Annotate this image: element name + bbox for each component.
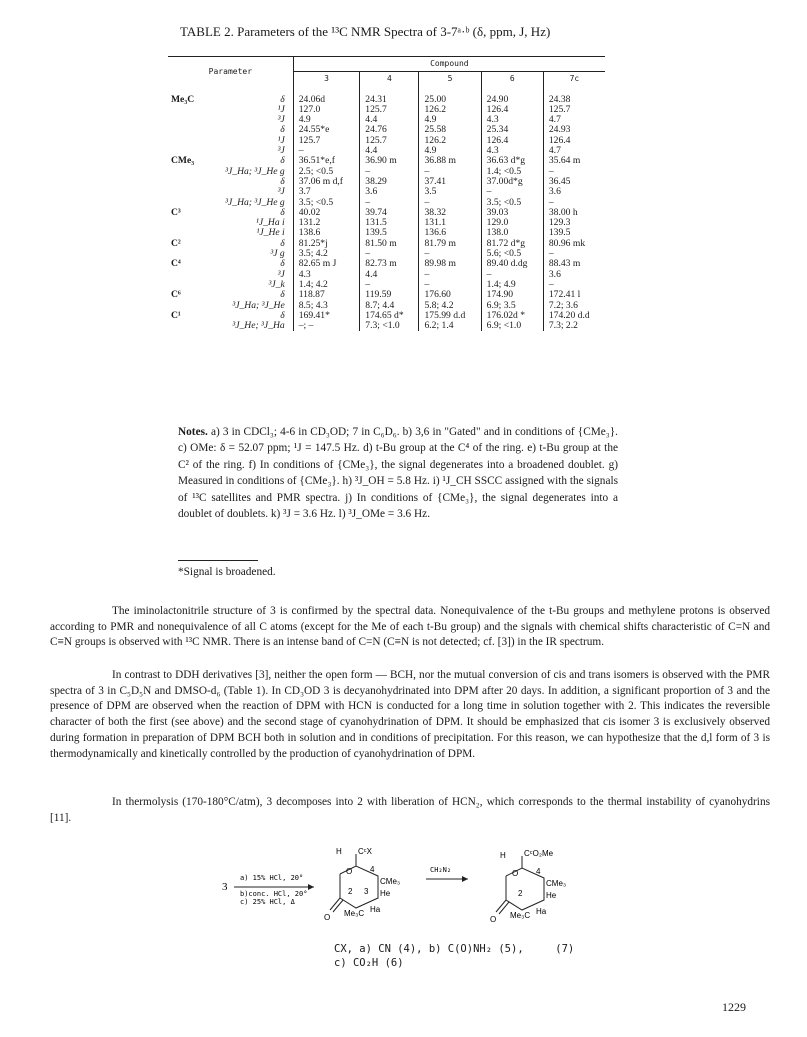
- parameter-cell: δ: [280, 309, 285, 321]
- left-label: Me₃C: [344, 909, 365, 918]
- parameter-cell: δ: [280, 155, 285, 167]
- value-cell: 7.3; <1.0: [360, 321, 419, 331]
- value-cell: 4.3: [481, 115, 543, 125]
- parameter-cell: δ: [280, 289, 285, 301]
- value-cell: 7.2; 3.6: [543, 301, 605, 311]
- value-cell: 25.58: [419, 125, 481, 135]
- structure-right: [490, 849, 566, 924]
- table-row: [168, 321, 605, 331]
- parameter-cell: δ: [280, 93, 285, 105]
- value-cell: 37.00d*g: [481, 177, 543, 187]
- parameter-cell: ³J g: [270, 248, 285, 260]
- parameter-cell: δ: [280, 258, 285, 270]
- value-cell: 24.31: [360, 87, 419, 105]
- value-cell: –: [360, 280, 419, 290]
- value-cell: 40.02: [293, 208, 360, 218]
- right-label: O: [512, 869, 519, 878]
- parameter-cell: ³J: [277, 145, 285, 157]
- value-cell: –: [293, 146, 360, 156]
- left-label: CMe₃: [380, 877, 401, 886]
- value-cell: 3.5; <0.5: [293, 198, 360, 208]
- value-cell: 4.3: [481, 146, 543, 156]
- parameter-cell: ³J_k: [268, 278, 285, 290]
- value-cell: 4.4: [360, 270, 419, 280]
- value-cell: –: [419, 249, 481, 259]
- value-cell: 3.6: [360, 187, 419, 197]
- table-row: [168, 177, 605, 187]
- left-top-group: CᶜX: [358, 847, 372, 856]
- right-label: 4: [536, 867, 541, 876]
- value-cell: 125.7: [360, 105, 419, 115]
- group-label: C²: [171, 237, 181, 249]
- value-cell: 139.5: [360, 228, 419, 238]
- compound-header: Compound: [293, 57, 605, 72]
- value-cell: 131.5: [360, 218, 419, 228]
- parameter-cell: ³J_He; ³J_Ha: [232, 320, 285, 332]
- value-cell: 126.4: [481, 136, 543, 146]
- value-cell: 81.79 m: [419, 239, 481, 249]
- group-label: [168, 270, 204, 280]
- value-cell: –: [481, 187, 543, 197]
- left-label: 2: [348, 887, 353, 896]
- group-label: [168, 167, 204, 177]
- parameter-cell: ¹J_Ha i: [255, 217, 285, 229]
- value-cell: 126.2: [419, 105, 481, 115]
- value-cell: 36.45: [543, 177, 605, 187]
- value-cell: –; –: [293, 321, 360, 331]
- notes-label: Notes.: [178, 426, 208, 438]
- group-label: [168, 105, 204, 115]
- value-cell: 136.6: [419, 228, 481, 238]
- value-cell: 39.03: [481, 208, 543, 218]
- value-cell: 4.7: [543, 146, 605, 156]
- left-label: H: [336, 847, 342, 856]
- value-cell: 38.32: [419, 208, 481, 218]
- value-cell: 8.7; 4.4: [360, 301, 419, 311]
- value-cell: 4.7: [543, 115, 605, 125]
- value-cell: 127.0: [293, 105, 360, 115]
- value-cell: 118.87: [293, 290, 360, 300]
- value-cell: 129.3: [543, 218, 605, 228]
- value-cell: 175.99 d.d: [419, 311, 481, 321]
- structure-left: [324, 847, 400, 922]
- table-row: [168, 290, 605, 300]
- value-cell: 169.41*: [293, 311, 360, 321]
- group-label: [168, 136, 204, 146]
- left-label: O: [346, 867, 353, 876]
- value-cell: 89.98 m: [419, 259, 481, 269]
- value-cell: 36.51*e,f: [293, 156, 360, 166]
- arrowhead-icon: [462, 876, 468, 882]
- value-cell: 88.43 m: [543, 259, 605, 269]
- table-row: [168, 239, 605, 249]
- value-cell: 25.34: [481, 125, 543, 135]
- value-cell: 3.5; 4.2: [293, 249, 360, 259]
- value-cell: –: [360, 167, 419, 177]
- value-cell: 138.6: [293, 228, 360, 238]
- right-top-group: CᶜO₂Me: [524, 849, 554, 858]
- value-cell: 2.5; <0.5: [293, 167, 360, 177]
- value-cell: –: [419, 167, 481, 177]
- value-cell: 5.6; <0.5: [481, 249, 543, 259]
- left-label: 3: [364, 887, 369, 896]
- parameter-cell: ¹J: [277, 134, 285, 146]
- group-label: Me₃C: [171, 93, 195, 105]
- value-cell: 138.0: [481, 228, 543, 238]
- value-cell: 36.88 m: [419, 156, 481, 166]
- value-cell: 176.02d *: [481, 311, 543, 321]
- value-cell: –: [360, 198, 419, 208]
- condition-c: c) 25% HCl, Δ: [240, 898, 295, 906]
- value-cell: 129.0: [481, 218, 543, 228]
- body-paragraph: In thermolysis (170-180°C/atm), 3 decomposes into 2 with liberation of HCN₂, which corresponds to the thermal instability of cyanohydrins [11].: [50, 796, 770, 824]
- parameter-cell: δ: [280, 237, 285, 249]
- value-cell: 126.2: [419, 136, 481, 146]
- table-caption: TABLE 2. Parameters of the ¹³C NMR Spectra of 3-7ᵃ·ᵇ (δ, ppm, J, Hz): [180, 24, 551, 39]
- parameter-header: Parameter: [168, 57, 293, 87]
- value-cell: 81.50 m: [360, 239, 419, 249]
- value-cell: 25.00: [419, 87, 481, 105]
- value-cell: 4.4: [360, 146, 419, 156]
- value-cell: 81.72 d*g: [481, 239, 543, 249]
- value-cell: 176.60: [419, 290, 481, 300]
- table-row: [168, 87, 605, 105]
- reaction-scheme: [218, 846, 598, 946]
- value-cell: 38.00 h: [543, 208, 605, 218]
- table-row: [168, 259, 605, 269]
- right-label: Ha: [536, 907, 547, 916]
- reagent-label: CH₂N₂: [430, 866, 452, 874]
- notes-text: a) 3 in CDCl₃; 4-6 in CD₃OD; 7 in C₆D₆. b) 3,6 in "Gated" and in conditions of {CMe₃}. c) OMe: δ = 52.07 ppm; ¹J = 147.5 Hz. d) t-Bu group at the C⁴ of the ring. e) t-Bu group at the C² of the ring. f) In conditions of {CMe₃}, the signal degenerates into a broadened doublet. g) Measured in conditions of {CMe₃}. h) ³J_OH = 5.8 Hz. i) ¹J_CH SSCC assigned with the signals of ¹³C satellites and PMR spectra. j) In conditions of {CMe₃}, the signal degenerates into a doublet of doublets. k) ³J = 3.6 Hz. l) ³J_OMe = 3.6 Hz.: [178, 426, 618, 521]
- parameter-cell: ³J: [277, 114, 285, 126]
- value-cell: 172.41 l: [543, 290, 605, 300]
- right-label: CMe₃: [546, 879, 567, 888]
- table-notes: [178, 424, 618, 522]
- parameter-cell: δ: [280, 124, 285, 136]
- value-cell: 1.4; <0.5: [481, 167, 543, 177]
- value-cell: 1.4; 4.9: [481, 280, 543, 290]
- group-label: [168, 125, 204, 135]
- value-cell: 6.2; 1.4: [419, 321, 481, 331]
- group-label: C⁶: [171, 289, 181, 301]
- value-cell: 6.9; <1.0: [481, 321, 543, 331]
- value-cell: 37.06 m d,f: [293, 177, 360, 187]
- value-cell: 139.5: [543, 228, 605, 238]
- value-cell: –: [543, 198, 605, 208]
- value-cell: 4.4: [360, 115, 419, 125]
- value-cell: 82.65 m J: [293, 259, 360, 269]
- value-cell: 36.90 m: [360, 156, 419, 166]
- compound-col: 3: [293, 72, 360, 87]
- value-cell: 6.9; 3.5: [481, 301, 543, 311]
- value-cell: 3.5: [419, 187, 481, 197]
- table-row: [168, 136, 605, 146]
- value-cell: 174.90: [481, 290, 543, 300]
- value-cell: 1.4; 4.2: [293, 280, 360, 290]
- value-cell: 39.74: [360, 208, 419, 218]
- parameter-cell: ³J_Ha; ³J_He: [232, 299, 285, 311]
- footnote-rule: [178, 560, 258, 561]
- value-cell: 38.29: [360, 177, 419, 187]
- arrowhead-icon: [308, 884, 314, 890]
- parameter-cell: δ: [280, 206, 285, 218]
- value-cell: 125.7: [293, 136, 360, 146]
- body-paragraph: The iminolactonitrile structure of 3 is confirmed by the spectral data. Nonequivalence of the t-Bu groups and methylene protons is observed according to PMR and nonequivalence of all C atoms (except for the Me of each t-Bu group) and the signals with chemical shifts characteristic of C=N and C≡N groups is observed with ¹³C NMR. There is an intense band of C=N (C≡N is not detected; cf. [3]) in the IR spectrum.: [50, 605, 770, 649]
- value-cell: 81.25*j: [293, 239, 360, 249]
- value-cell: –: [481, 270, 543, 280]
- value-cell: 131.1: [419, 218, 481, 228]
- group-label: C³: [171, 206, 181, 218]
- right-label: O: [490, 915, 497, 924]
- right-label: 2: [518, 889, 523, 898]
- body-paragraph: In contrast to DDH derivatives [3], neither the open form — BCH, nor the mutual conversion of cis and trans isomers is observed with the PMR spectra of 3 in C₅D₅N and DMSO-d₆ (Table 1). In CD₃OD 3 is decyanohydrinated into DPM after 20 days. In addition, a significant proportion of 3 and the presence of DPM are observed when the reaction of DPM with HCN is conducted for a long time in solution together with 2. This indicates the reversible character of both the first (see above) and the second stage of cyanohydrination of DPM. It should be emphasized that cis isomer 3 is exclusively observed during formation in preparation of DPM BCH both in solution and in conditions of precipitation. For this reason, we can hypothesize that the d,l form of 3 is thermodynamically and kinetically controlled by the production of cyanohydrination of DPM.: [50, 669, 770, 760]
- value-cell: 37.41: [419, 177, 481, 187]
- value-cell: 174.20 d.d: [543, 311, 605, 321]
- left-label: He: [380, 889, 391, 898]
- value-cell: 125.7: [360, 136, 419, 146]
- value-cell: 24.06d: [293, 87, 360, 105]
- value-cell: –: [543, 167, 605, 177]
- group-label: C¹: [171, 309, 181, 321]
- right-label: Me₃C: [510, 911, 531, 920]
- value-cell: 3.7: [293, 187, 360, 197]
- group-label: [168, 115, 204, 125]
- value-cell: 24.55*e: [293, 125, 360, 135]
- value-cell: 3.6: [543, 187, 605, 197]
- parameter-cell: ³J: [277, 186, 285, 198]
- condition-a: a) 15% HCl, 20°: [240, 874, 304, 882]
- compound-col: 4: [360, 72, 419, 87]
- value-cell: 3.6: [543, 270, 605, 280]
- scheme-start: 3: [222, 881, 228, 893]
- value-cell: –: [419, 280, 481, 290]
- value-cell: 36.63 d*g: [481, 156, 543, 166]
- value-cell: 4.9: [293, 115, 360, 125]
- value-cell: 24.90: [481, 87, 543, 105]
- parameter-cell: ³J_Ha; ³J_He g: [225, 196, 285, 208]
- parameter-cell: ³J: [277, 268, 285, 280]
- table-row: [168, 270, 605, 280]
- value-cell: 89.40 d.dg: [481, 259, 543, 269]
- left-label: O: [324, 913, 331, 922]
- value-cell: 24.38: [543, 87, 605, 105]
- value-cell: 4.3: [293, 270, 360, 280]
- value-cell: –: [360, 249, 419, 259]
- value-cell: –: [419, 198, 481, 208]
- group-label: C⁴: [171, 258, 181, 270]
- footnote: *Signal is broadened.: [178, 566, 276, 578]
- page-number: 1229: [722, 1000, 746, 1014]
- left-label: 4: [370, 865, 375, 874]
- parameter-cell: δ: [280, 175, 285, 187]
- group-label: CMe₃: [171, 155, 195, 167]
- value-cell: 24.93: [543, 125, 605, 135]
- table-body: [168, 87, 605, 332]
- compound-col: 6: [481, 72, 543, 87]
- left-label: Ha: [370, 905, 381, 914]
- parameter-cell: ¹J: [277, 103, 285, 115]
- value-cell: 4.9: [419, 146, 481, 156]
- scheme-caption-line: CX, a) CN (4), b) C(O)NH₂ (5), (7): [334, 943, 575, 955]
- value-cell: 174.65 d*: [360, 311, 419, 321]
- right-label: He: [546, 891, 557, 900]
- parameter-cell: ³J_Ha; ³J_He g: [225, 165, 285, 177]
- group-label: [168, 218, 204, 228]
- value-cell: 35.64 m: [543, 156, 605, 166]
- table-header-row: [168, 57, 605, 72]
- right-label: H: [500, 851, 506, 860]
- condition-b: b)conc. HCl, 20°: [240, 890, 308, 898]
- scheme-caption-line: c) CO₂H (6): [334, 957, 404, 969]
- group-label: [168, 177, 204, 187]
- value-cell: –: [543, 280, 605, 290]
- value-cell: –: [543, 249, 605, 259]
- parameter-cell: ¹J_He i: [256, 227, 285, 239]
- value-cell: –: [419, 270, 481, 280]
- value-cell: 8.5; 4.3: [293, 301, 360, 311]
- value-cell: 131.2: [293, 218, 360, 228]
- value-cell: 4.9: [419, 115, 481, 125]
- scheme-caption: [334, 942, 574, 970]
- value-cell: 80.96 mk: [543, 239, 605, 249]
- value-cell: 119.59: [360, 290, 419, 300]
- value-cell: 24.76: [360, 125, 419, 135]
- value-cell: 5.8; 4.2: [419, 301, 481, 311]
- value-cell: 7.3; 2.2: [543, 321, 605, 331]
- value-cell: 125.7: [543, 105, 605, 115]
- compound-col: 5: [419, 72, 481, 87]
- table-row: [168, 105, 605, 115]
- group-label: [168, 187, 204, 197]
- nmr-parameter-table: [168, 56, 605, 331]
- group-label: [168, 321, 204, 331]
- compound-col: 7c: [543, 72, 605, 87]
- value-cell: 126.4: [481, 105, 543, 115]
- value-cell: 126.4: [543, 136, 605, 146]
- value-cell: 3.5; <0.5: [481, 198, 543, 208]
- value-cell: 82.73 m: [360, 259, 419, 269]
